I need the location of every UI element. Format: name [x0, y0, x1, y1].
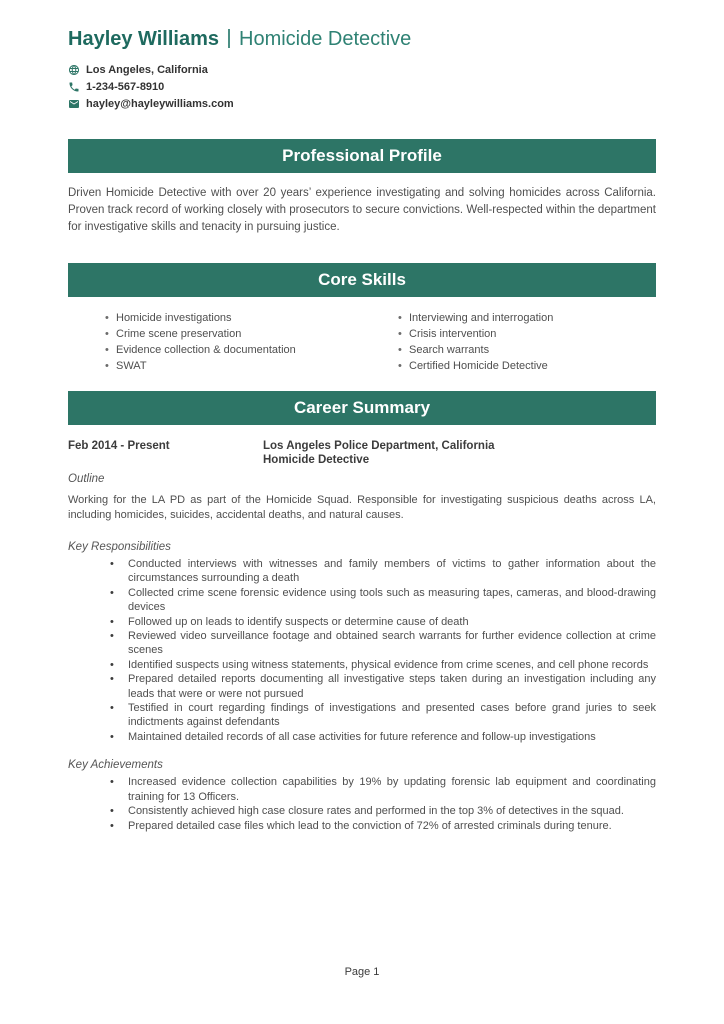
resume-header	[68, 26, 656, 112]
responsibility-item: • Followed up on leads to identify suspects or determine cause of death	[110, 615, 656, 629]
skill-item: • Certified Homicide Detective	[398, 358, 656, 374]
skill-item: • Crisis intervention	[398, 326, 656, 342]
achievements-list	[110, 775, 656, 833]
responsibility-item: • Collected crime scene forensic evidence using tools such as measuring tapes, cameras, and blood-drawing devices	[110, 586, 656, 615]
key-achievements-label: Key Achievements	[68, 759, 163, 772]
section-header-career-summary	[68, 391, 656, 425]
contact-email-text: hayley@hayleywilliams.com	[86, 97, 234, 110]
outline-paragraph: Working for the LA PD as part of the Homicide Squad. Responsible for investigating suspicious deaths across LA, including homicides, suicides, accidental deaths, and natural causes.	[68, 494, 656, 521]
responsibility-item: • Prepared detailed reports documenting all investigative steps taken during an investigation including any leads that were or were not pursued	[110, 672, 656, 701]
achievement-item: • Prepared detailed case files which lead to the conviction of 72% of arrested criminals during tenure.	[110, 819, 656, 833]
skills-right-column	[398, 310, 656, 374]
profile-paragraph: Driven Homicide Detective with over 20 years’ experience investigating and solving homicides across California. Proven track record of working closely with prosecutors to secure convictions. Well-respected within the department for investigative skills and tenacity in pursuing justice.	[68, 187, 656, 233]
skill-item: • Homicide investigations	[105, 310, 398, 326]
skill-item: • Evidence collection & documentation	[105, 342, 398, 358]
responsibility-item: • Reviewed video surveillance footage and obtained search warrants for further evidence collection at crime scenes	[110, 629, 656, 658]
outline-label: Outline	[68, 473, 105, 485]
contact-location	[68, 61, 656, 78]
section-title-professional-profile: Professional Profile	[282, 146, 442, 165]
skill-item: • Interviewing and interrogation	[398, 310, 656, 326]
section-header-core-skills	[68, 263, 656, 297]
role-title: Homicide Detective	[263, 454, 370, 466]
contact-block	[68, 61, 656, 112]
responsibility-item: • Identified suspects using witness statements, physical evidence from crime scenes, and cell phone records	[110, 658, 656, 672]
contact-phone	[68, 78, 656, 95]
candidate-name: Hayley Williams	[68, 28, 220, 50]
phone-icon	[68, 81, 80, 93]
responsibility-item: • Maintained detailed records of all case activities for future reference and follow-up investigations	[110, 730, 656, 744]
section-title-core-skills: Core Skills	[318, 270, 406, 289]
name-row	[68, 26, 656, 52]
responsibility-item: • Conducted interviews with witnesses and family members of victims to gather information about the circumstances surrounding a death	[110, 557, 656, 586]
skill-item: • Search warrants	[398, 342, 656, 358]
contact-phone-text: 1-234-567-8910	[86, 80, 165, 93]
responsibilities-list	[110, 557, 656, 744]
skills-left-column	[105, 310, 398, 374]
responsibility-item: • Testified in court regarding findings of investigations and presented cases before grand juries to seek indictments against defendants	[110, 701, 656, 730]
section-title-career-summary: Career Summary	[293, 398, 431, 417]
contact-email	[68, 95, 656, 112]
employer-block	[263, 439, 495, 467]
employer-name: Los Angeles Police Department, California	[263, 440, 495, 452]
page-number: Page 1	[344, 966, 380, 978]
section-header-professional-profile	[68, 139, 656, 173]
skills-columns	[68, 310, 656, 374]
employment-dates: Feb 2014 - Present	[68, 440, 170, 452]
achievement-item: • Increased evidence collection capabilities by 19% by updating forensic lab equipment and coordinating training for 13 Officers.	[110, 775, 656, 804]
skill-item: • SWAT	[105, 358, 398, 374]
job-title: Homicide Detective	[239, 28, 412, 50]
career-entry-header	[68, 439, 656, 467]
contact-location-text: Los Angeles, California	[86, 63, 208, 76]
envelope-icon	[68, 98, 80, 110]
globe-icon	[68, 64, 80, 76]
key-responsibilities-label: Key Responsibilities	[68, 541, 171, 553]
skill-item: • Crime scene preservation	[105, 326, 398, 342]
achievement-item: • Consistently achieved high case closure rates and performed in the top 3% of detectives in the squad.	[110, 804, 656, 818]
name-title-divider	[228, 29, 230, 48]
